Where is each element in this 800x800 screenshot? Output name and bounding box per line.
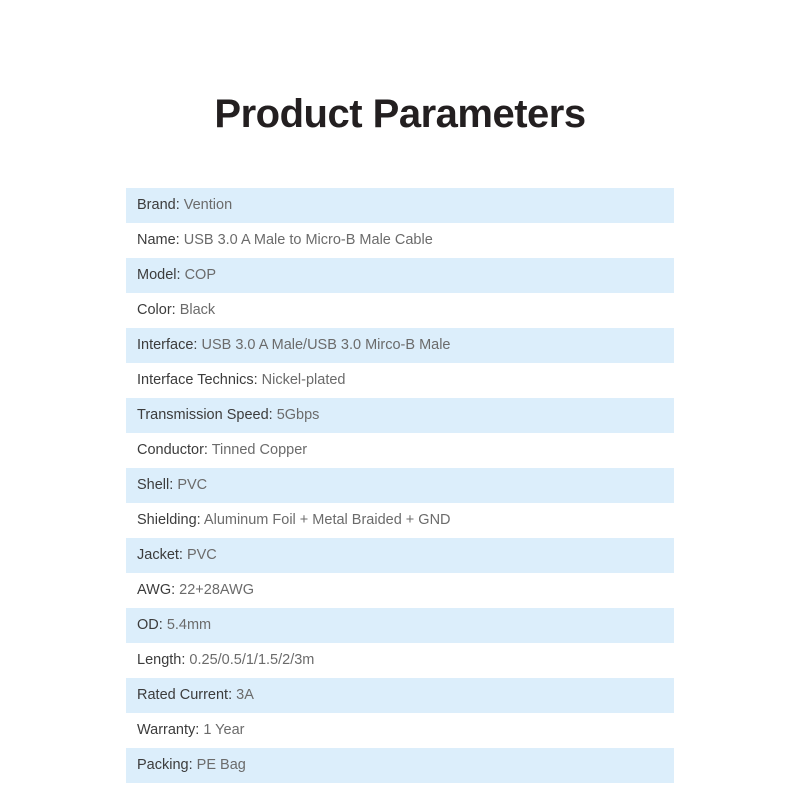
spec-value: Vention: [183, 197, 233, 213]
spec-label: Packing:: [137, 757, 197, 773]
table-cell: [126, 538, 674, 573]
table-row: [126, 573, 674, 608]
specification-table-body: [126, 188, 674, 783]
spec-label: Length:: [137, 652, 190, 668]
spec-label: Brand:: [137, 197, 184, 213]
spec-label: Name:: [137, 232, 184, 248]
table-cell: [126, 223, 674, 258]
spec-label: Transmission Speed:: [137, 407, 277, 423]
spec-label: Jacket:: [137, 547, 187, 563]
spec-value: Nickel-plated: [261, 372, 346, 388]
table-row: [126, 748, 674, 783]
spec-label: AWG:: [137, 582, 180, 598]
table-row: [126, 678, 674, 713]
spec-value: 22+28AWG: [179, 582, 254, 598]
spec-label: Color:: [137, 302, 180, 318]
table-row: [126, 398, 674, 433]
spec-label: Shielding:: [137, 512, 204, 528]
spec-label: Interface Technics:: [137, 372, 262, 388]
spec-value: 1 Year: [203, 722, 245, 738]
table-row: [126, 188, 674, 223]
table-row: [126, 538, 674, 573]
spec-value: USB 3.0 A Male to Micro-B Male Cable: [183, 232, 433, 248]
table-row: [126, 713, 674, 748]
spec-value: USB 3.0 A Male/USB 3.0 Mirco-B Male: [201, 337, 451, 353]
spec-value: PVC: [186, 547, 217, 563]
table-cell: [126, 573, 674, 608]
spec-value: 5.4mm: [166, 617, 212, 633]
table-row: [126, 328, 674, 363]
spec-value: 3A: [236, 687, 254, 703]
spec-label: Warranty:: [137, 722, 204, 738]
table-cell: [126, 398, 674, 433]
table-row: [126, 223, 674, 258]
spec-value: PE Bag: [196, 757, 246, 773]
spec-label: Conductor:: [137, 442, 212, 458]
spec-value: COP: [184, 267, 216, 283]
spec-value: 0.25/0.5/1/1.5/2/3m: [189, 652, 315, 668]
table-cell: [126, 293, 674, 328]
table-row: [126, 503, 674, 538]
table-cell: [126, 748, 674, 783]
table-cell: [126, 433, 674, 468]
table-cell: [126, 328, 674, 363]
table-row: [126, 468, 674, 503]
table-row: [126, 293, 674, 328]
table-cell: [126, 468, 674, 503]
spec-value: Aluminum Foil + Metal Braided + GND: [203, 512, 451, 528]
spec-label: Model:: [137, 267, 185, 283]
spec-value: Tinned Copper: [211, 442, 308, 458]
specification-table: [126, 188, 674, 783]
table-row: [126, 433, 674, 468]
table-cell: [126, 258, 674, 293]
table-row: [126, 643, 674, 678]
spec-label: Shell:: [137, 477, 178, 493]
table-cell: [126, 643, 674, 678]
table-cell: [126, 678, 674, 713]
table-cell: [126, 503, 674, 538]
spec-label: Interface:: [137, 337, 202, 353]
spec-value: PVC: [177, 477, 208, 493]
table-cell: [126, 608, 674, 643]
spec-label: Rated Current:: [137, 687, 237, 703]
table-row: [126, 258, 674, 293]
spec-value: Black: [179, 302, 216, 318]
page-title: Product Parameters: [214, 92, 586, 136]
spec-label: OD:: [137, 617, 167, 633]
table-cell: [126, 188, 674, 223]
table-cell: [126, 363, 674, 398]
spec-value: 5Gbps: [276, 407, 320, 423]
table-cell: [126, 713, 674, 748]
table-row: [126, 363, 674, 398]
table-row: [126, 608, 674, 643]
